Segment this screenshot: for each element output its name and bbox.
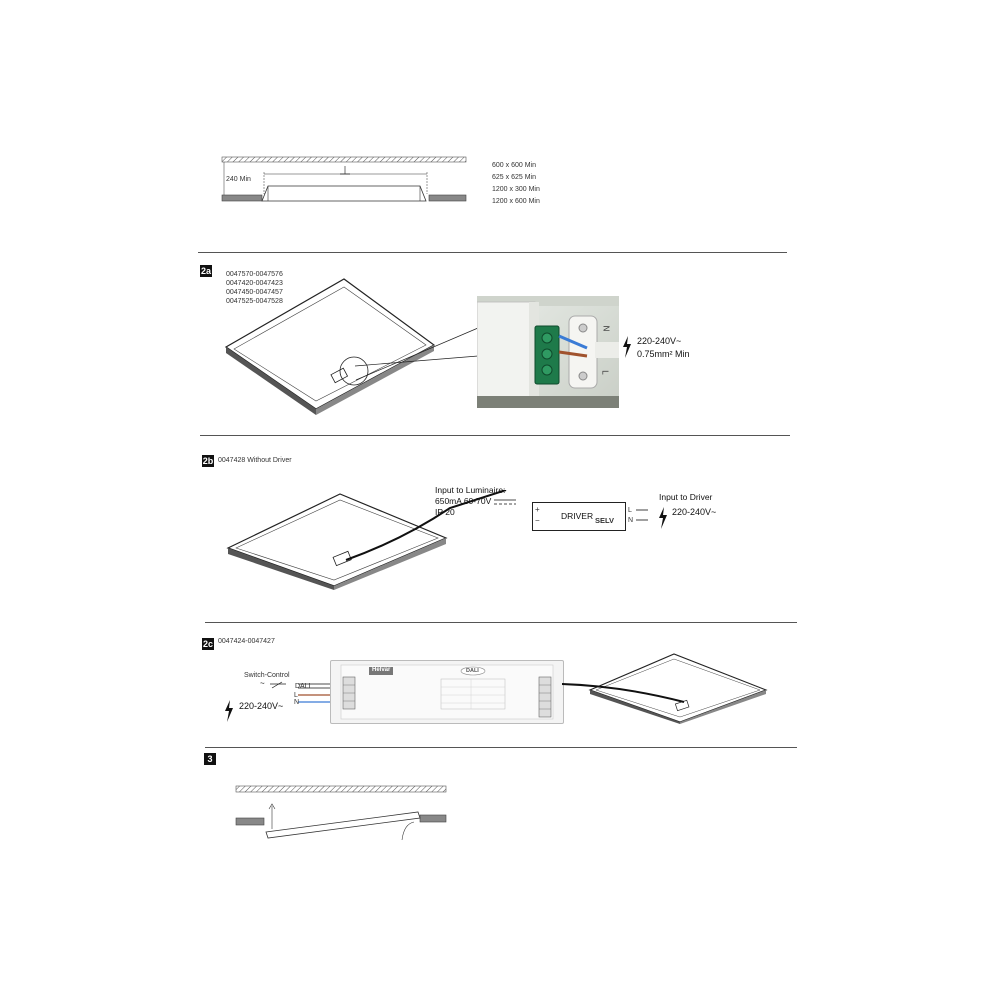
step-badge-2c: 2c xyxy=(202,639,213,649)
product-code-2c: 0047424-0047427 xyxy=(218,638,275,645)
panel-outline xyxy=(262,186,426,201)
input-luminaire-title: Input to Luminaire: xyxy=(435,485,506,495)
callout-leader-lines xyxy=(350,320,480,390)
ceiling-slab xyxy=(236,786,446,792)
ceiling-tile-right xyxy=(429,195,466,201)
lightning-icon xyxy=(224,700,234,722)
product-code: 0047420-0047423 xyxy=(226,280,283,287)
ceiling-section-diagram xyxy=(220,152,480,212)
terminal-detail-photo xyxy=(477,296,619,408)
product-code-2b: 0047428 Without Driver xyxy=(218,457,292,464)
section-divider xyxy=(200,435,790,436)
lightning-icon xyxy=(622,336,632,358)
tilted-panel xyxy=(266,812,420,838)
live-label: L xyxy=(294,692,298,699)
dc-symbol-icon xyxy=(494,497,518,507)
product-code: 0047570-0047576 xyxy=(226,271,283,278)
size-item: 1200 x 600 Min xyxy=(492,198,540,205)
panel-isometric-2c xyxy=(562,652,772,724)
step-badge-2b: 2b xyxy=(202,456,214,466)
driver-box xyxy=(532,502,626,531)
driver-terminal-n: N xyxy=(628,517,634,524)
ceiling-slab xyxy=(222,157,466,162)
ceiling-tile-left xyxy=(222,195,262,201)
neutral-label: N xyxy=(294,699,300,706)
terminal-n-label: N xyxy=(601,325,611,332)
ceiling-tile-left xyxy=(236,818,264,825)
terminal-l-label: L xyxy=(600,370,610,375)
driver-input-wires xyxy=(636,505,650,527)
ip-rating: IP 20 xyxy=(435,507,455,517)
product-code: 0047450-0047457 xyxy=(226,289,283,296)
input-terminals xyxy=(343,677,355,709)
step-badge-3: 3 xyxy=(204,753,216,765)
driver-terminal-l: L xyxy=(628,507,632,514)
cable-min-2a: 0.75mm² Min xyxy=(637,349,690,359)
size-item: 625 x 625 Min xyxy=(492,174,536,181)
brand-name: Helvar xyxy=(372,667,391,673)
terminal-photo-illustration xyxy=(477,296,619,408)
driver-housing xyxy=(477,302,535,406)
dali-logo-text: DALI xyxy=(466,668,479,674)
current-spec: 650mA 60-70V xyxy=(435,496,492,506)
section-divider xyxy=(205,622,797,623)
driver-label: DRIVER xyxy=(561,511,594,521)
dali-driver-unit xyxy=(330,660,564,724)
output-terminals xyxy=(539,677,551,717)
switch-control-label: Switch-Control xyxy=(244,672,290,679)
section-divider xyxy=(205,747,797,748)
driver-minus: − xyxy=(535,516,540,525)
dali-driver-face xyxy=(331,661,563,723)
panel-insertion-diagram xyxy=(232,782,452,842)
size-item: 1200 x 300 Min xyxy=(492,186,540,193)
dali-label: DALI xyxy=(295,683,311,690)
insertion-arrow xyxy=(402,822,414,840)
step-badge-2a: 2a xyxy=(200,266,211,276)
supply-voltage-2a: 220-240V~ xyxy=(637,336,682,346)
ceiling-tile-right xyxy=(420,815,446,822)
supply-voltage-2c: 220-240V~ xyxy=(239,701,284,711)
lightning-icon xyxy=(658,507,668,529)
input-driver-title: Input to Driver xyxy=(659,492,713,502)
driver-plus: + xyxy=(535,505,540,514)
section-divider xyxy=(198,252,787,253)
product-code: 0047525-0047528 xyxy=(226,298,283,305)
svg-text:~: ~ xyxy=(260,679,265,688)
height-label: 240 Min xyxy=(226,176,251,183)
supply-voltage-2b: 220-240V~ xyxy=(672,507,717,517)
size-item: 600 x 600 Min xyxy=(492,162,536,169)
selv-label: SELV xyxy=(595,516,615,525)
